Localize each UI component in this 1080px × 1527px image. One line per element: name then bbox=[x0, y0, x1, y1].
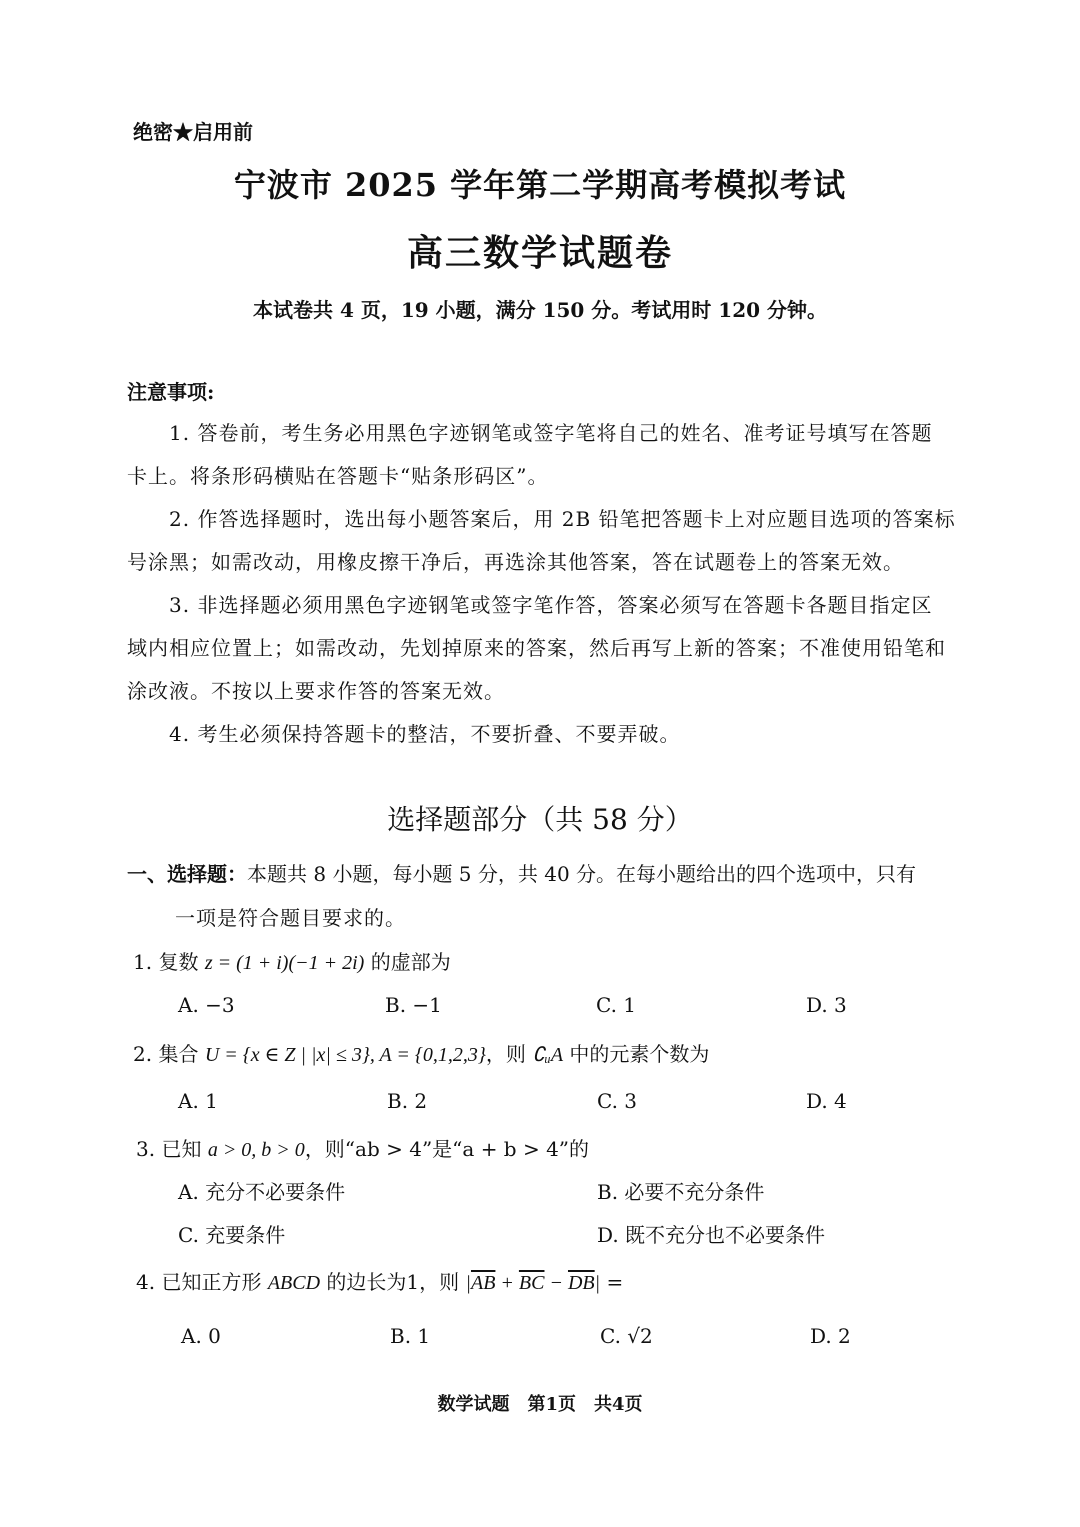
option-c: C. 1 bbox=[596, 993, 637, 1017]
exam-info: 本试卷共 4 页，19 小题，满分 150 分。考试用时 120 分钟。 bbox=[253, 298, 827, 322]
notice-line: 卡上。将条形码横贴在答题卡“贴条形码区”。 bbox=[127, 464, 549, 488]
question-formula: z = (1 + i)(−1 + 2i) bbox=[204, 952, 365, 974]
option-c: C. 3 bbox=[597, 1089, 638, 1113]
option-d: D. 既不充分也不必要条件 bbox=[597, 1223, 826, 1247]
notice-line: 2. 作答选择题时，选出每小题答案后，用 2B 铅笔把答题卡上对应题目选项的答案标 bbox=[169, 507, 956, 531]
question-number: 2. bbox=[133, 1042, 153, 1066]
option-a: A. −3 bbox=[178, 993, 235, 1017]
notice-line: 涂改液。不按以上要求作答的答案无效。 bbox=[127, 679, 505, 703]
question-formula: ∁ᵤA bbox=[532, 1044, 564, 1066]
question-4 bbox=[136, 1266, 623, 1295]
question-text: 复数 bbox=[158, 950, 199, 974]
option-c: C. √2 bbox=[600, 1324, 653, 1348]
option-b: B. 2 bbox=[387, 1089, 428, 1113]
vector-expression: $|\overline{AB} + \overline{BC} - \overline{DB}|$ bbox=[465, 1272, 601, 1294]
question-text: ，则“ab > 4”是“a + b > 4”的 bbox=[304, 1137, 590, 1161]
option-b: B. 必要不充分条件 bbox=[597, 1180, 765, 1204]
part-description-cont: 一项是符合题目要求的。 bbox=[175, 906, 406, 930]
part-description: 本题共 8 小题，每小题 5 分，共 40 分。在每小题给出的四个选项中，只有 bbox=[247, 862, 917, 886]
question-3 bbox=[136, 1133, 589, 1162]
section-title: 选择题部分（共 58 分） bbox=[387, 803, 693, 836]
question-text: 已知 bbox=[161, 1137, 202, 1161]
part-label: 一、选择题： bbox=[127, 862, 247, 886]
question-formula: ABCD bbox=[267, 1272, 321, 1294]
notice-line: 3. 非选择题必须用黑色字迹钢笔或签字笔作答，答案必须写在答题卡各题目指定区 bbox=[169, 593, 933, 617]
question-text: = bbox=[606, 1270, 624, 1294]
vector-db: $\overline{DB}$ bbox=[567, 1272, 595, 1294]
question-number: 3. bbox=[136, 1137, 156, 1161]
notice-heading: 注意事项: bbox=[127, 380, 215, 404]
question-number: 1. bbox=[133, 950, 153, 974]
notice-line: 号涂黑；如需改动，用橡皮擦干净后，再选涂其他答案，答在试题卷上的答案无效。 bbox=[127, 550, 904, 574]
option-d: D. 2 bbox=[810, 1324, 851, 1348]
option-a: A. 1 bbox=[178, 1089, 218, 1113]
part-heading bbox=[127, 858, 916, 887]
exam-subtitle: 高三数学试题卷 bbox=[406, 232, 673, 274]
confidential-label: 绝密★启用前 bbox=[133, 120, 253, 144]
exam-title: 宁波市 2025 学年第二学期高考模拟考试 bbox=[233, 166, 847, 204]
notice-line: 1. 答卷前，考生务必用黑色字迹钢笔或签字笔将自己的姓名、准考证号填写在答题 bbox=[169, 421, 933, 445]
option-c: C. 充要条件 bbox=[178, 1223, 286, 1247]
question-2 bbox=[133, 1038, 709, 1067]
question-1 bbox=[133, 946, 451, 975]
vector-ab: $\overline{AB}$ bbox=[470, 1272, 496, 1294]
question-text: 已知正方形 bbox=[161, 1270, 262, 1294]
option-b: B. 1 bbox=[390, 1324, 431, 1348]
question-formula: a > 0, b > 0 bbox=[207, 1139, 305, 1161]
question-text: 的虚部为 bbox=[370, 950, 451, 974]
option-a: A. 充分不必要条件 bbox=[178, 1180, 346, 1204]
question-number: 4. bbox=[136, 1270, 156, 1294]
vector-bc: $\overline{BC}$ bbox=[518, 1272, 545, 1294]
page-footer: 数学试题 第1页 共4页 bbox=[437, 1394, 643, 1415]
option-a: A. 0 bbox=[181, 1324, 221, 1348]
option-b: B. −1 bbox=[385, 993, 442, 1017]
notice-line: 4. 考生必须保持答题卡的整洁，不要折叠、不要弄破。 bbox=[169, 722, 681, 746]
question-text: 集合 bbox=[158, 1042, 199, 1066]
question-text: 的边长为1，则 bbox=[326, 1270, 460, 1294]
question-text: 中的元素个数为 bbox=[569, 1042, 710, 1066]
notice-line: 域内相应位置上；如需改动，先划掉原来的答案，然后再写上新的答案；不准使用铅笔和 bbox=[127, 636, 946, 660]
option-d: D. 4 bbox=[806, 1089, 847, 1113]
question-text: ，则 bbox=[485, 1042, 526, 1066]
option-d: D. 3 bbox=[806, 993, 847, 1017]
question-formula: U = {x ∈ Z | |x| ≤ 3}, A = {0,1,2,3} bbox=[204, 1044, 486, 1066]
